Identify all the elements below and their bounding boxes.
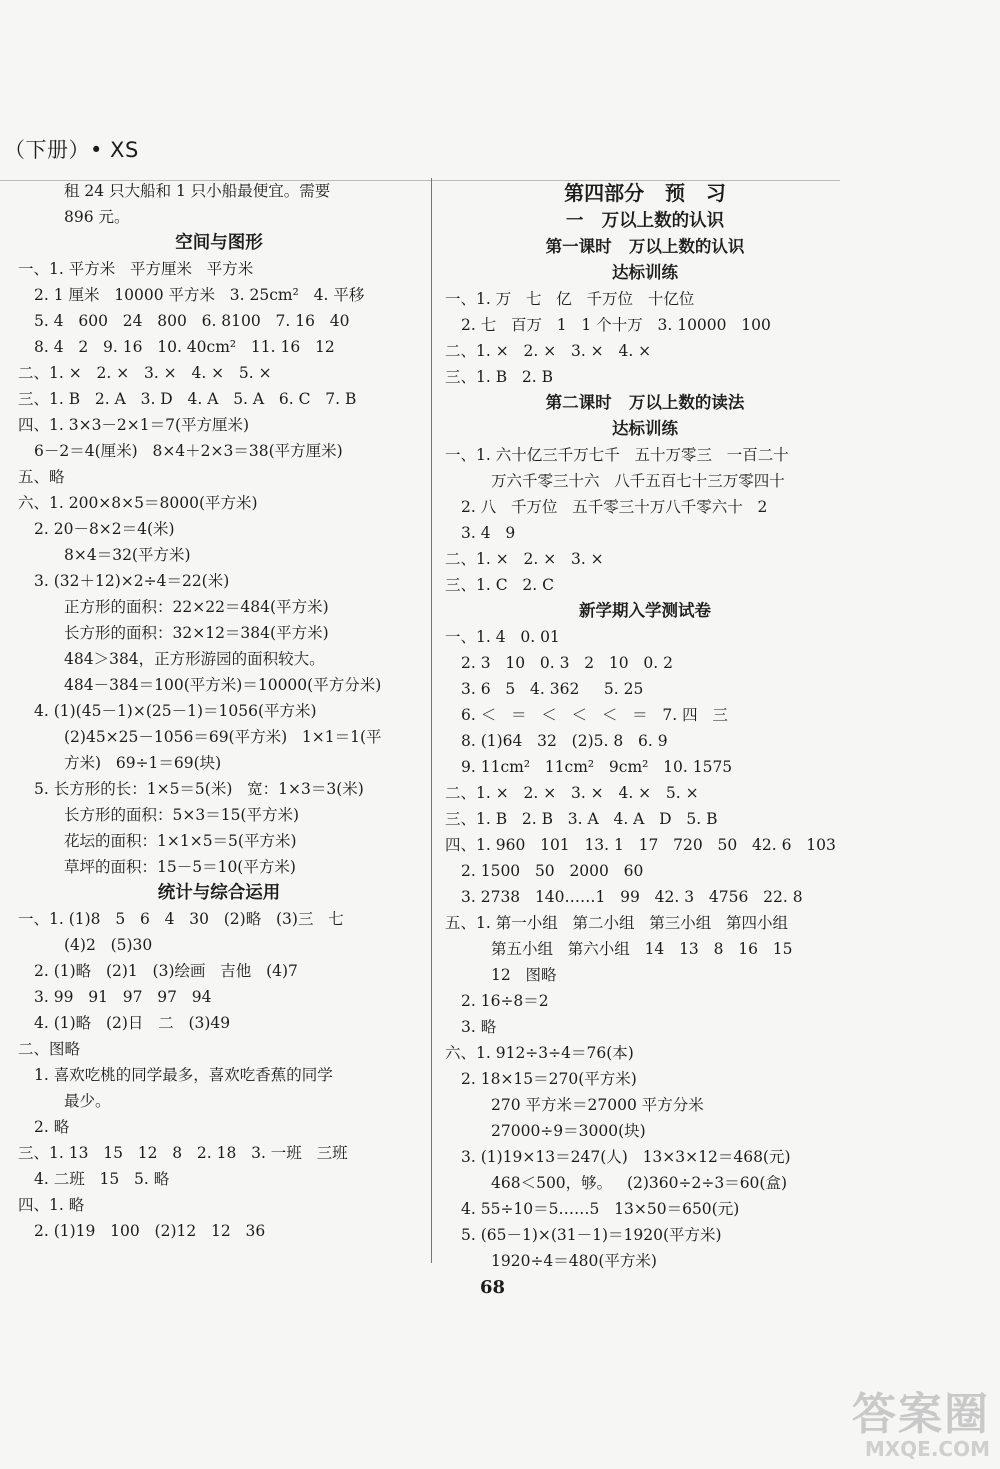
answer-line: 2. 略 <box>34 1118 70 1136</box>
answer-line: 2. 八 千万位 五千零三十万八千零六十 2 <box>461 498 768 516</box>
answer-line: 四、1. 略 <box>18 1196 85 1214</box>
section-heading: 第二课时 万以上数的读法 <box>545 393 745 412</box>
answer-line: 3. (32＋12)×2÷4＝22(米) <box>34 572 230 590</box>
answer-line: 12 图略 <box>491 966 557 984</box>
answer-line: 3. 略 <box>461 1018 497 1036</box>
answer-line: 6－2＝4(厘米) 8×4＋2×3＝38(平方厘米) <box>34 442 343 460</box>
answer-line: 六、1. 912÷3÷4＝76(本) <box>445 1044 634 1062</box>
answer-line: 三、1. B 2. B 3. A 4. A D 5. B <box>445 810 718 828</box>
answer-line: 4. (1)略 (2)日 二 (3)49 <box>34 1014 231 1032</box>
answer-line: 二、1. × 2. × 3. × 4. × 5. × <box>18 364 272 382</box>
answer-line: 五、略 <box>18 468 65 486</box>
answer-line: 5. (65－1)×(31－1)＝1920(平方米) <box>461 1226 722 1244</box>
answer-line: (4)2 (5)30 <box>64 936 153 954</box>
section-heading: 新学期入学测试卷 <box>579 601 711 620</box>
answer-line: 3. (1)19×13＝247(人) 13×3×12＝468(元) <box>461 1148 791 1166</box>
watermark <box>800 1389 990 1464</box>
watermark-url: MXQE.COM <box>864 1437 990 1461</box>
column-divider <box>431 178 432 1263</box>
answer-line: 三、1. B 2. A 3. D 4. A 5. A 6. C 7. B <box>18 390 357 408</box>
answer-line: 2. 1500 50 2000 60 <box>461 862 644 880</box>
answer-line: 2. (1)略 (2)1 (3)绘画 吉他 (4)7 <box>34 962 298 980</box>
answer-line: 3. 4 9 <box>461 524 516 542</box>
answer-line: 二、1. × 2. × 3. × <box>445 550 604 568</box>
page-number: 68 <box>480 1277 506 1298</box>
answer-line: 一、1. 万 七 亿 千万位 十亿位 <box>445 290 695 308</box>
answer-line: 6. ＜ ＝ ＜ ＜ ＜ ＝ 7. 四 三 <box>461 706 728 724</box>
answer-line: 2. 16÷8＝2 <box>461 992 549 1010</box>
section-heading: 一 万以上数的认识 <box>565 211 725 231</box>
answer-line: 270 平方米＝27000 平方分米 <box>491 1096 704 1114</box>
section-heading: 空间与图形 <box>175 233 263 253</box>
answer-line: 2. 3 10 0. 3 2 10 0. 2 <box>461 654 673 672</box>
answer-line: 8. (1)64 32 (2)5. 8 6. 9 <box>461 732 668 750</box>
answer-line: 五、1. 第一小组 第二小组 第三小组 第四小组 <box>445 914 789 932</box>
answer-line: 三、1. C 2. C <box>445 576 554 594</box>
answer-line: 六、1. 200×8×5＝8000(平方米) <box>18 494 258 512</box>
answer-line: 四、1. 3×3－2×1＝7(平方厘米) <box>18 416 250 434</box>
answer-line: 二、1. × 2. × 3. × 4. × 5. × <box>445 784 699 802</box>
answer-line: 4. 二班 15 5. 略 <box>34 1170 170 1188</box>
answer-line: 4. 55÷10＝5……5 13×50＝650(元) <box>461 1200 740 1218</box>
answer-line: 方米) 69÷1＝69(块) <box>64 754 222 772</box>
answer-line: 1. 喜欢吃桃的同学最多，喜欢吃香蕉的同学 <box>34 1066 333 1084</box>
answer-line: 468＜500，够。 (2)360÷2÷3＝60(盒) <box>491 1174 788 1192</box>
answer-line: 4. (1)(45－1)×(25－1)＝1056(平方米) <box>34 702 317 720</box>
answer-line: 3. 99 91 97 97 94 <box>34 988 212 1006</box>
answer-line: 一、1. 六十亿三千万七千 五十万零三 一百二十 <box>445 446 789 464</box>
answer-line: 2. 七 百万 1 1 个十万 3. 10000 100 <box>461 316 771 334</box>
answer-line: 最少。 <box>64 1092 111 1110</box>
answer-line: 1920÷4＝480(平方米) <box>491 1252 657 1270</box>
answer-line: 2. 1 厘米 10000 平方米 3. 25cm² 4. 平移 <box>34 286 365 304</box>
answer-line: 三、1. B 2. B <box>445 368 553 386</box>
section-heading: 统计与综合运用 <box>157 883 281 903</box>
answer-line: 长方形的面积：5×3＝15(平方米) <box>64 806 300 824</box>
answer-line: 正方形的面积：22×22＝484(平方米) <box>64 598 329 616</box>
answer-line: 3. 2738 140……1 99 42. 3 4756 22. 8 <box>461 888 803 906</box>
answer-line: 2. (1)19 100 (2)12 12 36 <box>34 1222 266 1240</box>
answer-line: 2. 18×15＝270(平方米) <box>461 1070 637 1088</box>
book-header: （下册）• XS <box>4 138 139 162</box>
answer-line: 2. 20－8×2＝4(米) <box>34 520 175 538</box>
watermark-logo-text: 答案圈 <box>852 1389 990 1440</box>
answer-line: 一、1. 平方米 平方厘米 平方米 <box>18 260 254 278</box>
answer-line: 896 元。 <box>64 208 130 226</box>
answer-line: 二、1. × 2. × 3. × 4. × <box>445 342 652 360</box>
answer-line: 8×4＝32(平方米) <box>64 546 191 564</box>
answer-line: 9. 11cm² 11cm² 9cm² 10. 1575 <box>461 758 733 776</box>
answer-line: 484－384＝100(平方米)＝10000(平方分米) <box>64 676 382 694</box>
section-heading: 达标训练 <box>612 263 678 282</box>
answer-line: 8. 4 2 9. 16 10. 40cm² 11. 16 12 <box>34 338 335 356</box>
answer-line: 27000÷9＝3000(块) <box>491 1122 646 1140</box>
answer-line: 三、1. 13 15 12 8 2. 18 3. 一班 三班 <box>18 1144 348 1162</box>
section-heading: 第四部分 预 习 <box>564 181 726 205</box>
answer-line: 草坪的面积：15－5＝10(平方米) <box>64 858 296 876</box>
answer-line: 5. 长方形的长：1×5＝5(米) 宽：1×3＝3(米) <box>34 780 364 798</box>
answer-line: 二、图略 <box>18 1040 81 1058</box>
answer-line: 四、1. 960 101 13. 1 17 720 50 42. 6 103 <box>445 836 836 854</box>
section-heading: 达标训练 <box>612 419 678 438</box>
answer-line: 花坛的面积：1×1×5＝5(平方米) <box>64 832 297 850</box>
section-heading: 第一课时 万以上数的认识 <box>545 237 745 256</box>
left-answer-column <box>18 178 420 1244</box>
answer-line: 3. 6 5 4. 362 5. 25 <box>461 680 644 698</box>
answer-line: 第五小组 第六小组 14 13 8 16 15 <box>491 940 793 958</box>
answer-line: 一、1. (1)8 5 6 4 30 (2)略 (3)三 七 <box>18 910 344 928</box>
answer-line: 长方形的面积：32×12＝384(平方米) <box>64 624 329 642</box>
answer-line: 484＞384，正方形游园的面积较大。 <box>64 650 325 668</box>
right-answer-column <box>445 178 845 1274</box>
answer-line: 租 24 只大船和 1 只小船最便宜。需要 <box>64 182 331 200</box>
answer-line: (2)45×25－1056＝69(平方米) 1×1＝1(平 <box>64 728 382 746</box>
answer-line: 一、1. 4 0. 01 <box>445 628 560 646</box>
answer-line: 万六千零三十六 八千五百七十三万零四十 <box>491 472 785 490</box>
answer-line: 5. 4 600 24 800 6. 8100 7. 16 40 <box>34 312 350 330</box>
